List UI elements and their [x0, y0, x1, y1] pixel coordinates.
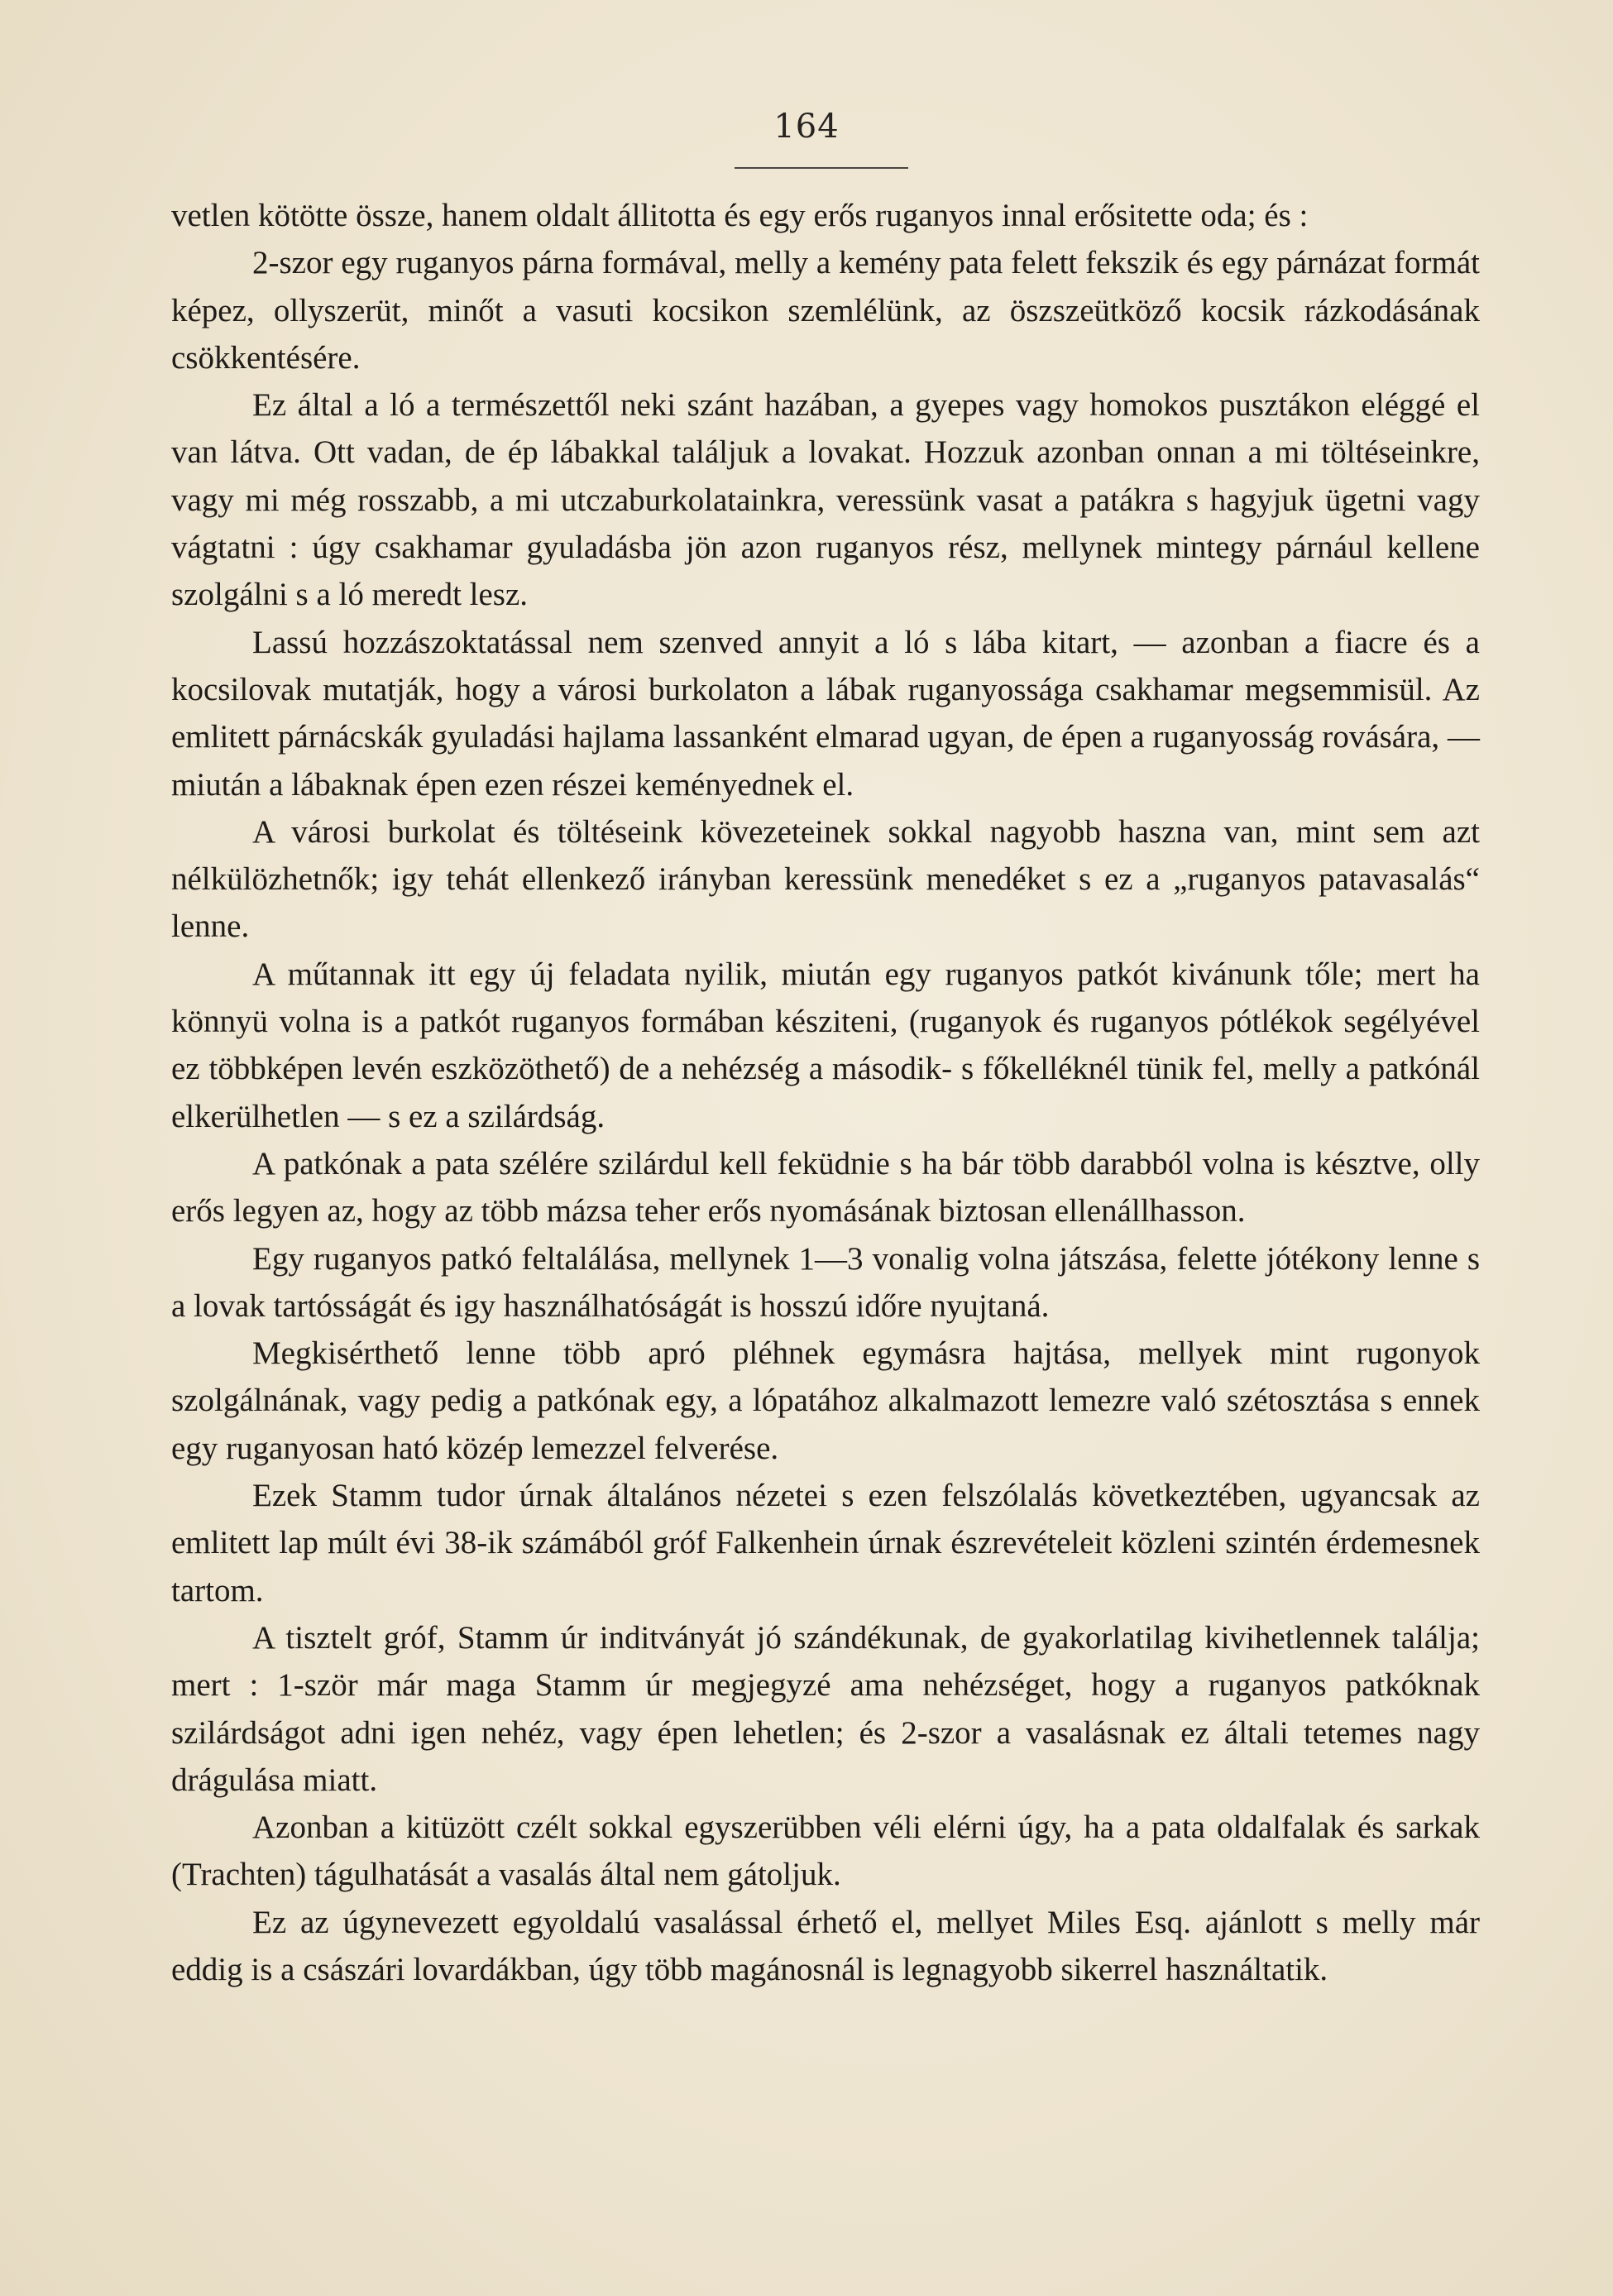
paragraph: A városi burkolat és töltéseink kövezeteinek sokkal nagyobb haszna van, mint sem azt nélkülözhetnők; igy tehát ellenkező irányban keressünk menedéket s ez a „ruganyos patavasalás“ lenne.	[171, 813, 1480, 945]
paragraph: A tisztelt gróf, Stamm úr inditványát jó szándékunak, de gyakorlatilag kivihetlennek találja; mert : 1-ször már maga Stamm úr megjegyzé ama nehézséget, hogy a ruganyos patkóknak szilárdságot adni igen nehéz, vagy épen lehetlen; és 2-szor a vasalásnak ez általi tetemes nagy drágulása miatt.	[171, 1619, 1480, 1798]
paragraph: vetlen kötötte össze, hanem oldalt állitotta és egy erős ruganyos innal erősitette oda; és :	[171, 198, 1309, 233]
paragraph: Megkisérthető lenne több apró pléhnek egymásra hajtása, mellyek mint rugonyok szolgálnának, vagy pedig a patkónak egy, a lópatához alkalmazott lemezre való szétosztása s ennek egy ruganyosan ható közép lemezzel felverése.	[171, 1335, 1480, 1466]
paragraph: Azonban a kitüzött czélt sokkal egyszerübben véli elérni úgy, ha a pata oldalfalak és sarkak (Trachten) tágulhatását a vasalás által nem gátoljuk.	[171, 1809, 1480, 1893]
paragraph: Ez az úgynevezett egyoldalú vasalással érhető el, mellyet Miles Esq. ajánlott s melly már eddig is a császári lovardákban, úgy több magánosnál is legnagyobb sikerrel használtatik.	[171, 1904, 1480, 1987]
paragraph: Lassú hozzászoktatással nem szenved annyit a ló s lába kitart, — azonban a fiacre és a kocsilovak mutatják, hogy a városi burkolaton a lábak ruganyossága csakhamar megsemmisül. Az emlitett párnácskák gyuladási hajlama lassanként elmarad ugyan, de épen a ruganyosság rovására, — miután a lábaknak épen ezen részei keményednek el.	[171, 624, 1480, 803]
paragraph: 2-szor egy ruganyos párna formával, melly a kemény pata felett fekszik és egy párnázat formát képez, ollyszerüt, minőt a vasuti kocsikon szemlélünk, az öszszeütköző kocsik rázkodásának csökkentésére.	[171, 245, 1480, 376]
page-number-rule	[735, 167, 908, 169]
paragraph: Egy ruganyos patkó feltalálása, mellynek 1—3 vonalig volna játszása, felette jótékony lenne s a lovak tartósságát és igy használhatóságát is hosszú időre nyujtaná.	[171, 1240, 1480, 1324]
body-text	[171, 192, 1480, 1993]
paragraph: A patkónak a pata szélére szilárdul kell feküdnie s ha bár több darabból volna is késztve, olly erős legyen az, hogy az több mázsa teher erős nyomásának biztosan ellenállhasson.	[171, 1145, 1480, 1229]
paragraph: Ezek Stamm tudor úrnak általános nézetei s ezen felszólalás következtében, ugyancsak az emlitett lap múlt évi 38-ik számából gróf Falkenhein úrnak észrevételeit közleni szintén érdemesnek tartom.	[171, 1478, 1480, 1608]
paragraph: Ez által a ló a természettől neki szánt hazában, a gyepes vagy homokos pusztákon eléggé el van látva. Ott vadan, de ép lábakkal találjuk a lovakat. Hozzuk azonban onnan a mi töltéseinkre, vagy mi még rosszabb, a mi utczaburkolatainkra, veressünk vasat a patákra s hagyjuk ügetni vagy vágtatni : úgy csakhamar gyuladásba jön azon ruganyos rész, mellynek mintegy párnául kellene szolgálni s a ló meredt lesz.	[171, 387, 1480, 613]
page-number: 164	[773, 108, 840, 146]
paragraph: A műtannak itt egy új feladata nyilik, miután egy ruganyos patkót kivánunk tőle; mert ha könnyü volna is a patkót ruganyos formában késziteni, (ruganyok és ruganyos pótlékok segélyével ez többképen levén eszközöthető) de a nehézség a második- s főkelléknél tünik fel, melly a patkónál elkerülhetlen — s ez a szilárdság.	[171, 956, 1480, 1134]
